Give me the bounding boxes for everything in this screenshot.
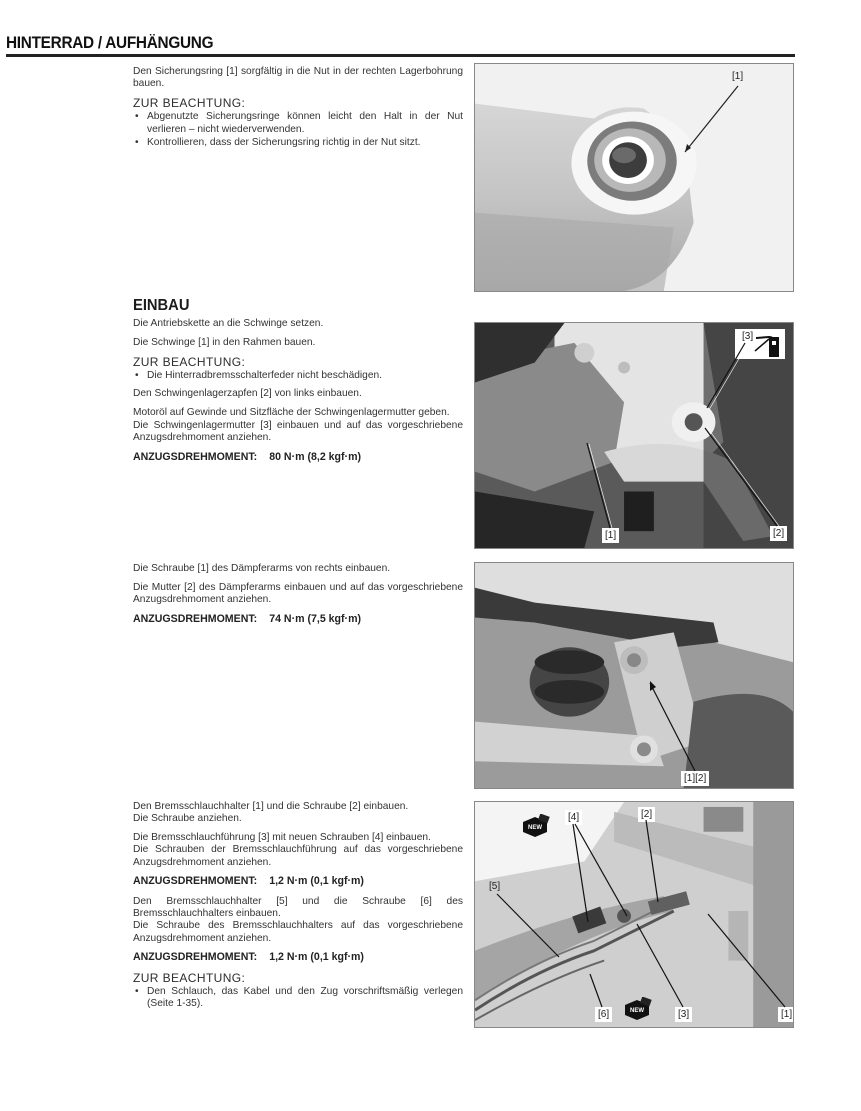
torque-spec: [133, 451, 463, 463]
note-item: • Abgenutzte Sicherungsringe können leicht den Halt in der Nut verlieren – nicht wiederverwenden.: [133, 111, 463, 136]
note-item: • Die Hinterradbremsschalterfeder nicht beschädigen.: [133, 370, 463, 382]
note-item: • Den Schlauch, das Kabel und den Zug vorschriftsmäßig verlegen (Seite 1-35).: [133, 986, 463, 1011]
torque-label: ANZUGSDREHMOMENT:: [133, 951, 258, 964]
torque-value: 80 N·m (8,2 kgf·m): [269, 450, 362, 463]
new-icon-text: NEW: [630, 1008, 644, 1014]
instruction-text: Die Schraube [1] des Dämpferarms von rechts einbauen.: [133, 563, 391, 574]
callout-label: [4]: [565, 810, 582, 825]
callout-label: [3]: [739, 329, 756, 344]
new-icon-text: NEW: [528, 825, 542, 831]
torque-value: 1,2 N·m (0,1 kgf·m): [269, 951, 364, 964]
note-heading: ZUR BEACHTUNG:: [133, 970, 246, 985]
torque-label: ANZUGSDREHMOMENT:: [133, 875, 258, 888]
torque-value: 74 N·m (7,5 kgf·m): [269, 612, 362, 625]
torque-label: ANZUGSDREHMOMENT:: [133, 612, 258, 625]
photo-retaining-ring: [474, 63, 794, 292]
callout-label: [1]: [778, 1007, 794, 1022]
instruction-text: Die Schwingenlagermutter [3] einbauen und auf das vorgeschriebene Anzugsdrehmoment anziehen.: [133, 419, 463, 443]
instruction-text: Die Antriebskette an die Schwinge setzen.: [133, 318, 324, 330]
torque-spec: [133, 875, 463, 887]
callout-label: [3]: [675, 1007, 692, 1022]
instruction-text: Die Mutter [2] des Dämpferarms einbauen und auf das vorgeschriebene Anzugsdrehmoment anziehen.: [133, 581, 463, 606]
section-heading: EINBAU: [133, 297, 190, 314]
title-divider: [6, 54, 795, 57]
callout-label: [1]: [732, 71, 744, 82]
callout-arrow: [475, 64, 794, 292]
note-list: [133, 370, 463, 382]
torque-spec: [133, 613, 463, 625]
note-heading: ZUR BEACHTUNG:: [133, 354, 246, 369]
torque-label: ANZUGSDREHMOMENT:: [133, 450, 258, 463]
photo-swingarm-pivot: [474, 322, 794, 549]
callout-label: [2]: [770, 526, 787, 541]
note-list: [133, 111, 463, 149]
page-title: HINTERRAD / AUFHÄNGUNG: [6, 34, 214, 52]
instruction-text: Die Schwinge [1] in den Rahmen bauen.: [133, 337, 316, 349]
instruction-text: Den Sicherungsring [1] sorgfältig in die Nut in der rechten Lagerbohrung bauen.: [133, 66, 463, 90]
photo-damper-arm: [474, 562, 794, 789]
instruction-text: Den Schwingenlagerzapfen [2] von links einbauen.: [133, 388, 362, 400]
note-item: • Kontrollieren, dass der Sicherungsring richtig in der Nut sitzt.: [133, 137, 463, 149]
section-retaining-ring: [133, 66, 463, 155]
callout-arrow: [475, 563, 794, 789]
callout-arrows: [475, 802, 794, 1028]
instruction-text: Die Schraube des Bremsschlauchhalters auf das vorgeschriebene Anzugsdrehmoment anziehen.: [133, 920, 463, 944]
instruction-text: Die Schraube anziehen.: [133, 813, 242, 825]
instruction-text: Den Bremsschlauchhalter [5] und die Schraube [6] des Bremsschlauchhalters einbauen.: [133, 895, 463, 920]
torque-value: 1,2 N·m (0,1 kgf·m): [269, 875, 364, 888]
instruction-text: Die Schrauben der Bremsschlauchführung auf das vorgeschriebene Anzugsdrehmoment anziehen.: [133, 844, 463, 868]
section-einbau: [133, 297, 463, 471]
instruction-text: Motoröl auf Gewinde und Sitzfläche der Schwingenlagermutter geben.: [133, 407, 450, 419]
callout-label: [2]: [638, 807, 655, 822]
callout-label: [1][2]: [681, 771, 709, 786]
callout-label: [6]: [595, 1007, 612, 1022]
note-heading: ZUR BEACHTUNG:: [133, 96, 246, 111]
callout-arrows: [475, 323, 794, 549]
instruction-text: Die Bremsschlauchführung [3] mit neuen Schrauben [4] einbauen.: [133, 832, 431, 844]
callout-label: [5]: [489, 881, 501, 892]
note-list: [133, 986, 463, 1011]
instruction-text: Den Bremsschlauchhalter [1] und die Schraube [2] einbauen.: [133, 801, 409, 812]
section-brake-hose: [133, 801, 463, 1017]
photo-brake-hose: [474, 801, 794, 1028]
torque-spec: [133, 951, 463, 963]
callout-label: [1]: [602, 528, 619, 543]
section-damper-arm: [133, 563, 463, 633]
